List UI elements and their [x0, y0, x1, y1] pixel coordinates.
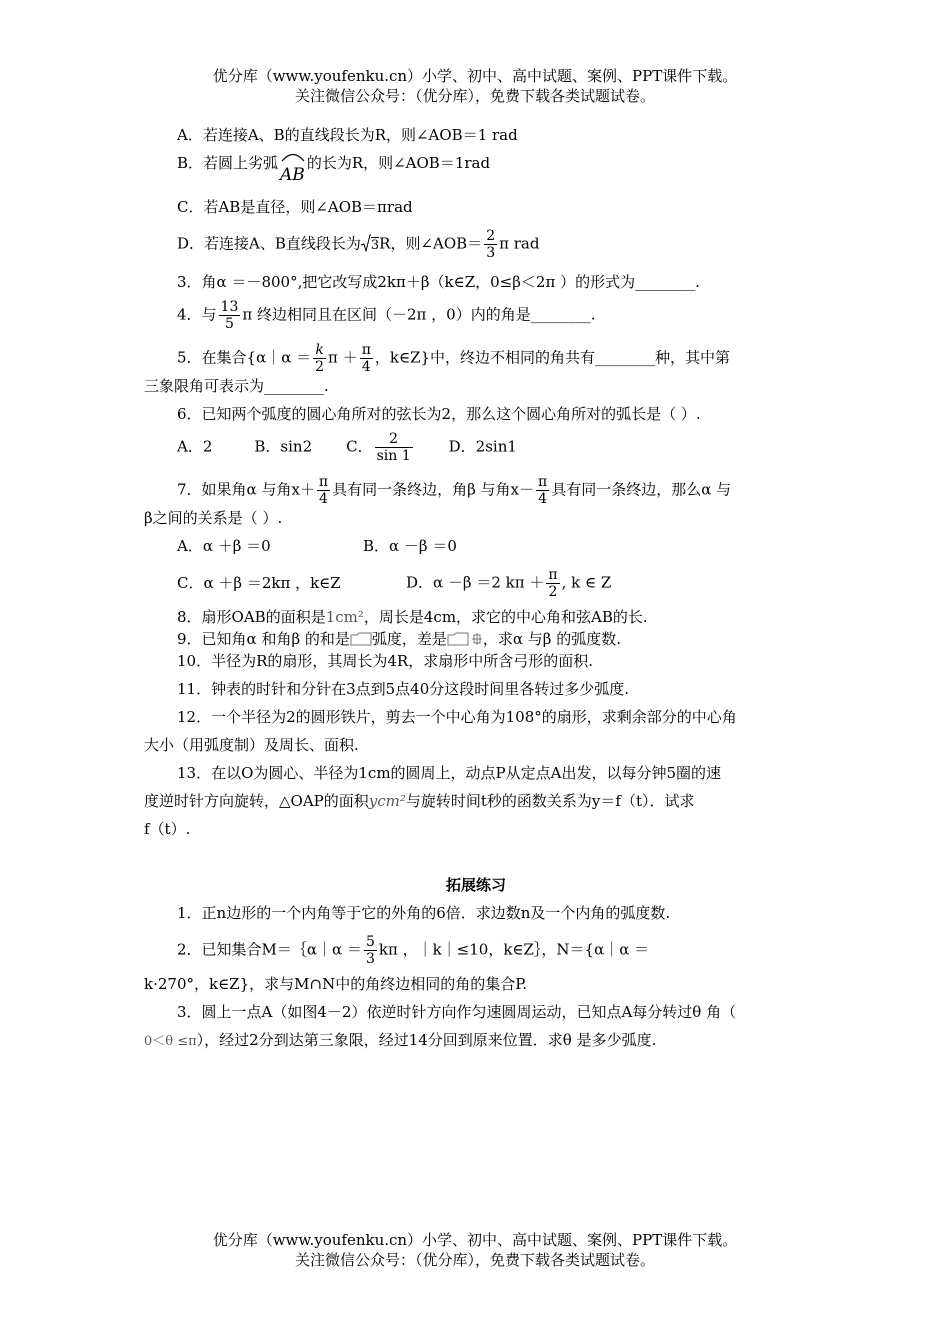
question-7 [144, 474, 808, 507]
frac-numerator: 2 [486, 228, 496, 244]
fraction [546, 567, 559, 600]
q7-option-d-suffix: , k ∈ Z [561, 573, 612, 592]
frac-numerator: 5 [365, 934, 375, 950]
arc-symbol [280, 154, 305, 186]
frac-denominator: 4 [536, 490, 549, 507]
question-5-line-2: 三象限角可表示为________. [144, 377, 329, 395]
frac-denominator: 2 [546, 583, 559, 600]
ext2-prefix: 2．已知集合M＝｛α｜α ＝ [177, 940, 362, 959]
q6-option-b: B．sin2 [254, 437, 313, 456]
frac-denominator: 5 [219, 315, 241, 332]
q2-option-d [144, 228, 808, 261]
frac-denominator: 4 [317, 490, 330, 507]
broken-image-icon [350, 632, 372, 646]
fraction [375, 431, 413, 464]
fraction [219, 299, 241, 332]
frac-denominator: 3 [365, 951, 375, 967]
q7-option-d: D．α －β ＝2 kπ ＋ [406, 573, 545, 592]
q13-line-2-suffix: 与旋转时间t秒的函数关系为y＝f（t）．试求 [405, 792, 695, 810]
question-6: 6．已知两个弧度的圆心角所对的弦长为2，那么这个圆心角所对的弧长是（ ）. [177, 405, 701, 423]
q4-prefix: 4．与 [177, 305, 217, 324]
sqrt-icon [361, 234, 371, 252]
q7-part-3: 具有同一条终边，那么α 与 [551, 480, 732, 499]
frac-numerator: k [315, 342, 324, 358]
document-body [144, 124, 808, 1053]
q8-unit: 1cm² [325, 608, 364, 626]
frac-denominator: 3 [486, 245, 496, 261]
q2-option-a: A．若连接A、B的直线段长为R，则∠AOB＝1 rad [177, 126, 518, 144]
frac-numerator: π [538, 474, 548, 490]
question-13-line-2 [144, 790, 808, 812]
fraction [313, 342, 326, 375]
q4-suffix: π 终边相同且在区间（－2π ，0）内的角是________. [242, 305, 596, 324]
q7-option-c: C．α ＋β ＝2kπ ，k∈Z [177, 573, 341, 592]
q2-b-prefix: B．若圆上劣弧 [177, 154, 279, 172]
q13-line-2-prefix: 度逆时针方向旋转，△OAP的面积 [144, 792, 369, 810]
ext-question-2-line-2: k·270°，k∈Z}，求与M∩N中的角终边相同的角的集合P. [144, 975, 528, 993]
q9-part-1: 9．已知角α 和角β 的和是 [177, 630, 350, 648]
q8-prefix: 8．扇形OAB的面积是 [177, 608, 326, 626]
frac-numerator: π [361, 342, 371, 358]
q7-part-2: 具有同一条终边，角β 与角x－ [332, 480, 535, 499]
q2-option-b [144, 152, 808, 186]
ext-question-2 [144, 934, 808, 967]
q5-middle: π ＋ [328, 348, 358, 367]
q2-d-prefix: D．若连接A、B直线段长为 [177, 234, 361, 253]
question-12-line-2: 大小（用弧度制）及周长、面积. [144, 736, 359, 754]
footer-line-2: 关注微信公众号：（优分库），免费下载各类试题试卷。 [294, 1251, 655, 1269]
ext-question-3: 3．圆上一点A（如图4－2）依逆时针方向作匀速圆周运动，已知点A每分转过θ 角（ [177, 1003, 737, 1021]
question-9 [144, 628, 808, 650]
arc-label: AB [280, 165, 305, 185]
ext3-condition: 0＜θ ≤π [144, 1034, 197, 1049]
question-6-options [144, 431, 808, 464]
q2-option-c: C．若AB是直径，则∠AOB＝πrad [177, 198, 413, 216]
frac-numerator: 2 [389, 431, 399, 447]
fraction [364, 934, 377, 967]
fraction [484, 228, 497, 261]
q2-d-suffix: π rad [499, 234, 540, 253]
question-3: 3．角α ＝－800°,把它改写成2kπ＋β（k∈Z，0≤β＜2π ）的形式为________. [177, 273, 700, 291]
question-4 [144, 299, 808, 332]
q5-prefix: 5．在集合{α｜α ＝ [177, 348, 312, 367]
q2-b-suffix: 的长为R，则∠AOB＝1rad [306, 154, 491, 172]
ext3-line-2-suffix: ），经过2分到达第三象限，经过14分回到原来位置．求θ 是多少弧度. [196, 1031, 657, 1049]
fraction [536, 474, 549, 507]
q8-suffix: ，周长是4cm，求它的中心角和弦AB的长. [363, 608, 648, 626]
q6-option-c: C． [346, 437, 373, 456]
question-7-options-ab [144, 535, 808, 557]
section-title: 拓展练习 [445, 876, 506, 894]
q5-suffix: ，k∈Z}中，终边不相同的角共有________种，其中第 [374, 348, 731, 367]
question-13-line-3: f（t）. [144, 820, 191, 838]
q7-option-a: A．α ＋β ＝0 [177, 537, 271, 555]
question-12: 12．一个半径为2的圆形铁片，剪去一个中心角为108°的扇形，求剩余部分的中心角 [177, 708, 737, 726]
question-7-line-2: β之间的关系是（ ）. [144, 509, 283, 527]
header-line-2: 关注微信公众号：（优分库），免费下载各类试题试卷。 [294, 87, 655, 105]
ext2-suffix: kπ ，｜k｜≤10，k∈Z｝，N＝{α｜α ＝ [378, 940, 650, 959]
fraction [360, 342, 373, 375]
q6-option-a: A．2 [177, 437, 213, 456]
header-line-1: 优分库（www.youfenku.cn）小学、初中、高中试题、案例、PPT课件下载。 [212, 67, 738, 85]
sqrt-symbol [361, 233, 379, 257]
page-footer [0, 1230, 950, 1270]
question-11: 11．钟表的时针和分针在3点到5点40分这段时间里各转过多少弧度. [177, 680, 630, 698]
question-7-options-cd [144, 567, 808, 600]
question-13: 13．在以O为圆心、半径为1cm的圆周上，动点P从定点A出发，以每分钟5圈的速 [177, 764, 722, 782]
q9-part-2: 弧度，差是 [371, 630, 447, 648]
q6-option-d: D．2sin1 [448, 437, 517, 456]
q7-part-1: 7．如果角α 与角x＋ [177, 480, 315, 499]
question-10: 10．半径为R的扇形，其周长为4R，求扇形中所含弓形的面积. [177, 652, 593, 670]
frac-denominator: sin 1 [376, 448, 411, 464]
frac-numerator: 13 [220, 299, 239, 315]
sqrt-radicand: 3 [370, 237, 380, 253]
frac-denominator: 2 [315, 359, 325, 375]
ext-question-3-line-2 [144, 1029, 808, 1053]
fraction [317, 474, 330, 507]
q7-option-b: B．α －β ＝0 [363, 537, 457, 555]
footer-line-1: 优分库（www.youfenku.cn）小学、初中、高中试题、案例、PPT课件下载。 [212, 1231, 738, 1249]
q13-unit: ycm² [368, 792, 406, 810]
question-5 [144, 342, 808, 375]
q9-part-3: ，求α 与β 的弧度数. [482, 630, 622, 648]
page-header [0, 66, 950, 106]
question-8 [144, 606, 808, 628]
q2-d-middle: R，则∠AOB＝ [379, 234, 483, 253]
ext-question-1: 1．正n边形的一个内角等于它的外角的6倍．求边数n及一个内角的弧度数. [177, 904, 671, 922]
frac-numerator: π [318, 474, 329, 490]
arc-mark-icon [280, 150, 306, 162]
broken-image-icon [447, 632, 483, 646]
frac-numerator: π [548, 567, 558, 583]
frac-denominator: 4 [360, 358, 373, 375]
